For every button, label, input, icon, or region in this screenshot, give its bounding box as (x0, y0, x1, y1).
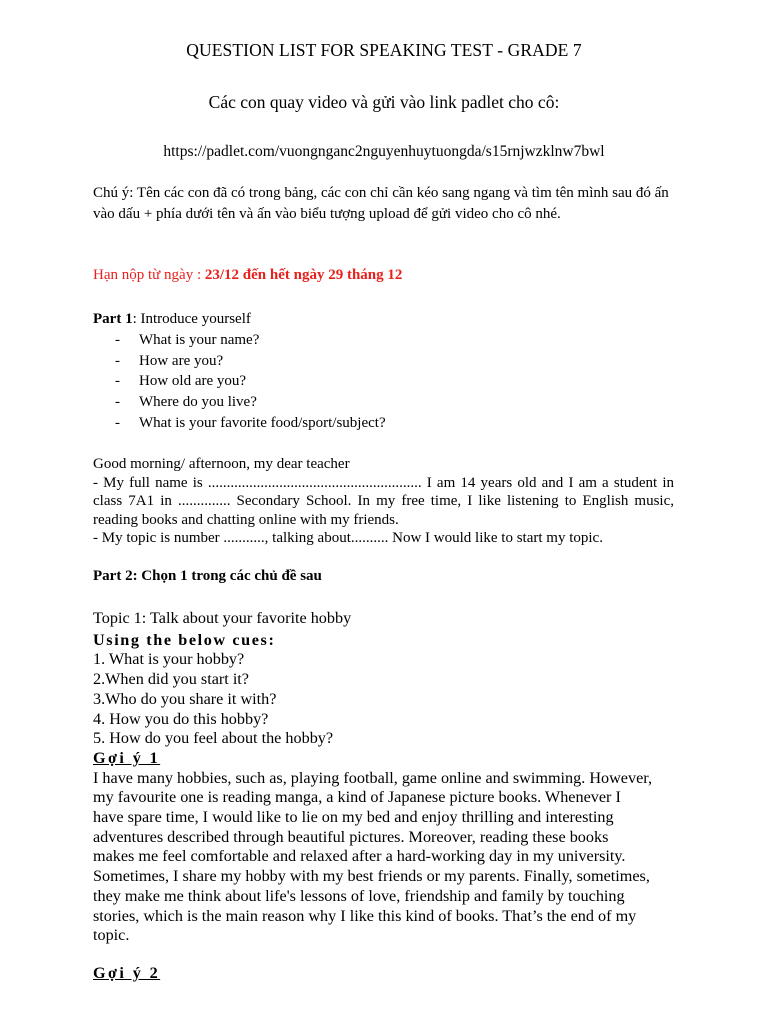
part1-question-list (93, 330, 673, 434)
cue-item: 1. What is your hobby? (93, 650, 245, 669)
padlet-link[interactable]: https://padlet.com/vuongnganc2nguyenhuytuongda/s15rnjwzklnw7bwl (163, 143, 605, 160)
question-text: Where do you live? (139, 394, 257, 411)
bullet-dash: - (115, 373, 120, 390)
cue-item: 2.When did you start it? (93, 670, 249, 689)
page-title: QUESTION LIST FOR SPEAKING TEST - GRADE 7 (186, 40, 582, 60)
suggestion2-heading: Gợi ý 2 (93, 964, 161, 982)
suggestion1-text: I have many hobbies, such as, playing football, game online and swimming. However, my favourite one is reading manga, a kind of Japanese picture books. Whenever I have spare time, I would like to lie on my bed and enjoy thrilling and interesting adventures described through beautiful pictures. Moreover, reading these books makes me feel comfortable and relaxed after a hard-working day in my university. Sometimes, I share my hobby with my best friends or my parents. Finally, sometimes, they make me think about life's lessons of love, friendship and family by touching stories, which is the main reason why I like this kind of books. That’s the end of my topic. (93, 768, 653, 945)
bullet-dash: - (115, 394, 120, 411)
question-text: What is your favorite food/sport/subject? (139, 414, 386, 431)
deadline-label: Hạn nộp từ ngày : (93, 267, 205, 283)
question-text: What is your name? (139, 331, 260, 348)
list-item (93, 413, 673, 434)
part1-heading (93, 309, 673, 330)
part2-heading: Part 2: Chọn 1 trong các chủ đề sau (93, 568, 322, 584)
bullet-dash: - (115, 331, 120, 348)
bullet-dash: - (115, 414, 120, 431)
part1-label: Part 1 (93, 311, 133, 327)
deadline-line (93, 267, 673, 284)
list-item (93, 351, 673, 372)
bullet-dash: - (115, 352, 120, 369)
intro-line: - My topic is number ..........., talking about.......... Now I would like to start my topic. (93, 530, 603, 547)
part1-title: : Introduce yourself (132, 311, 251, 327)
intro-line: - My full name is ......................................................... I am 14 years old and I am a student in class 7A1 in .............. Secondary School. In my free time, I like listening to English music, reading books and chatting online with my friends. (93, 474, 674, 528)
cue-item: 3.Who do you share it with? (93, 689, 277, 708)
cues-heading: Using the below cues: (93, 630, 276, 649)
instruction-note: Chú ý: Tên các con đã có trong bảng, các con chỉ cần kéo sang ngang và tìm tên mình sau đó ấn vào dấu + phía dưới tên và ấn vào biểu tượng upload để gửi video cho cô nhé. (93, 185, 669, 222)
cue-item: 4. How you do this hobby? (93, 709, 269, 728)
intro-line: Good morning/ afternoon, my dear teacher (93, 456, 350, 472)
topic1-section (93, 609, 693, 946)
page-subtitle: Các con quay video và gửi vào link padlet cho cô: (208, 92, 560, 112)
deadline-value: 23/12 đến hết ngày 29 tháng 12 (204, 267, 403, 283)
list-item (93, 371, 673, 392)
topic1-title: Topic 1: Talk about your favorite hobby (93, 609, 352, 627)
list-item (93, 392, 673, 413)
list-item (93, 330, 673, 351)
cue-item: 5. How do you feel about the hobby? (93, 729, 334, 748)
part1-section (93, 309, 673, 434)
intro-sample (93, 455, 674, 548)
question-text: How are you? (139, 352, 224, 369)
question-text: How old are you? (139, 373, 247, 390)
suggestion1-heading: Gợi ý 1 (93, 748, 161, 767)
